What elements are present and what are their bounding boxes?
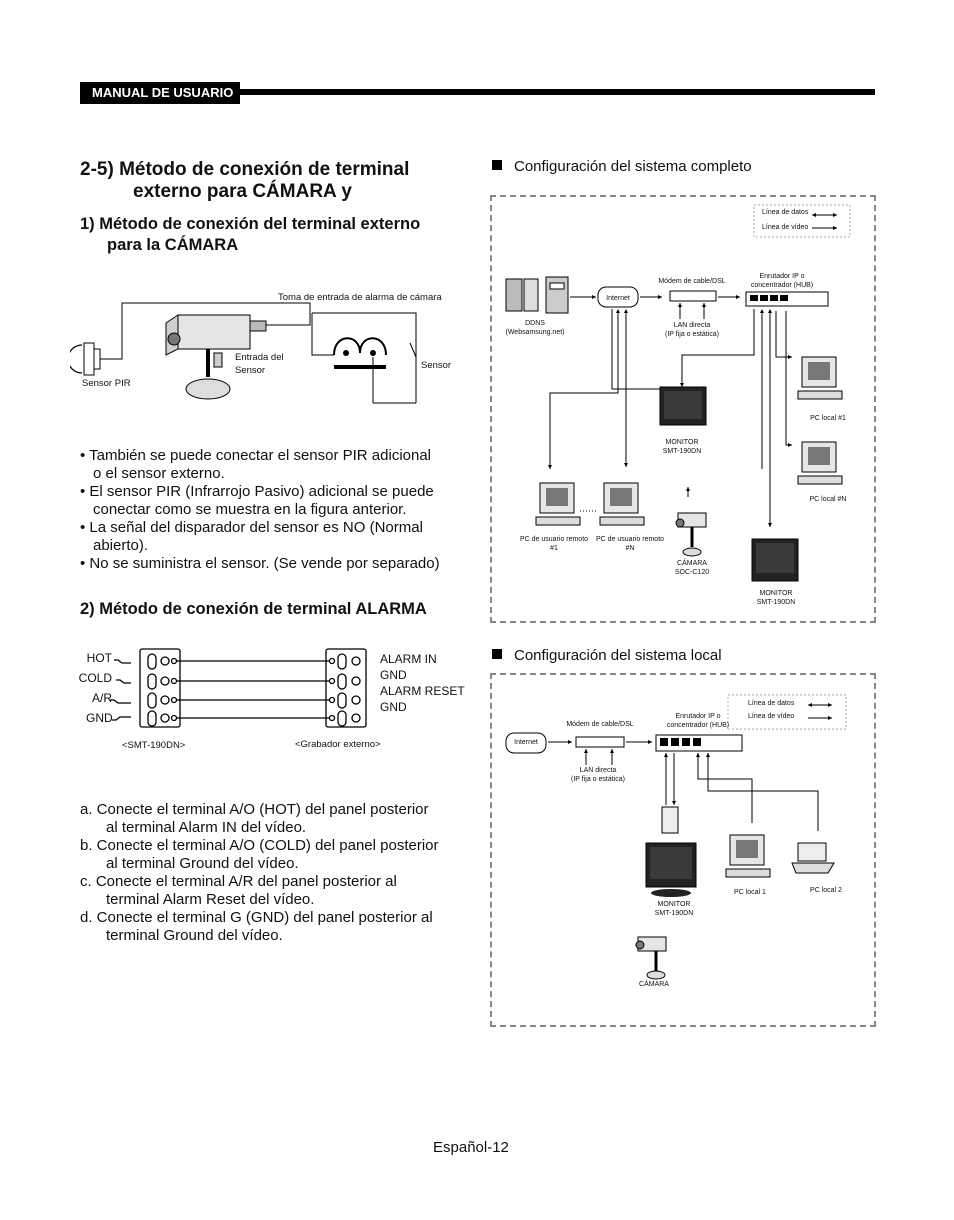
sensor-input-label: Entrada del Sensor (235, 352, 284, 376)
section-title: 2-5) Método de conexión de terminal externo para CÁMARA y (80, 159, 410, 202)
alarm-input-label: Toma de entrada de alarma de cámara (278, 292, 442, 303)
header-rule (240, 89, 875, 95)
full-system-heading: Configuración del sistema completo (492, 158, 752, 175)
camera-label: CÁMARA SOC-C120 (674, 560, 710, 576)
recorder-caption: <Grabador externo> (295, 739, 381, 750)
subsection-title-2: 2) Método de conexión de terminal ALARMA (80, 600, 427, 618)
bullet-item: • También se puede conectar el sensor PIR adicional o el sensor externo. (80, 447, 432, 482)
camera-label: CÁMARA (639, 981, 669, 988)
step-item: c. Conecte el terminal A/R del panel posterior al terminal Alarm Reset del vídeo. (80, 873, 397, 908)
step-item: d. Conecte el terminal G (GND) del panel posterior al terminal Ground del vídeo. (80, 909, 433, 944)
pc-remote-label: PC de usuario remoto #1 (519, 536, 589, 552)
bullet-item: • No se suministra el sensor. (Se vende por separado) (80, 555, 440, 572)
modem-label: Módem de cable/DSL (566, 721, 634, 728)
terminal-labels-right: ALARM IN GND ALARM RESET GND (380, 652, 465, 714)
pc-remote-label: PC de usuario remoto #N (595, 536, 665, 552)
full-system-drawing (492, 197, 874, 621)
monitor-label: MONITOR SMT-190DN (756, 590, 796, 606)
bullet-item: • El sensor PIR (Infrarrojo Pasivo) adicional se puede conectar como se muestra en la figura anterior. (80, 483, 434, 518)
camera-sensor-figure (70, 285, 470, 415)
smt-caption: <SMT-190DN> (122, 740, 186, 751)
legend-data-label: Línea de datos (762, 209, 809, 216)
lan-label: LAN directa (IP fija o estática) (571, 767, 625, 783)
square-bullet-icon (492, 160, 502, 170)
pc-local-label: PC local 2 (810, 887, 842, 894)
legend-data-label: Línea de datos (748, 700, 795, 707)
step-list (80, 801, 480, 945)
pc-local-label: PC local #1 (810, 415, 846, 422)
local-system-heading: Configuración del sistema local (492, 647, 722, 664)
legend-video-label: Línea de vídeo (762, 224, 809, 231)
router-label: Enrutador IP o concentrador (HUB) (750, 273, 814, 289)
pir-sensor-label: Sensor PIR (82, 378, 131, 389)
manual-header-badge: MANUAL DE USUARIO (80, 82, 240, 104)
monitor-label: MONITOR SMT-190DN (654, 901, 694, 917)
internet-label: Internet (606, 295, 630, 302)
lan-label: LAN directa (IP fija o estática) (665, 322, 719, 338)
local-system-diagram (490, 673, 876, 1027)
monitor-label: MONITOR SMT-190DN (662, 439, 702, 455)
ddns-label: DDNS (Websamsung.net) (505, 320, 565, 336)
subsection-title-1: 1) Método de conexión del terminal externo para la CÁMARA (80, 215, 421, 254)
full-system-diagram (490, 195, 876, 623)
sensor-label: Sensor (421, 360, 452, 371)
step-item: a. Conecte el terminal A/O (HOT) del panel posterior al terminal Alarm IN del vídeo. (80, 801, 429, 836)
bullet-list (80, 447, 480, 573)
modem-label: Módem de cable/DSL (658, 278, 726, 285)
pc-local-label: PC local 1 (734, 889, 766, 896)
legend-video-label: Línea de vídeo (748, 713, 795, 720)
bullet-item: • La señal del disparador del sensor es NO (Normal abierto). (80, 519, 423, 554)
internet-label: Internet (514, 739, 538, 746)
page-number: Español-12 (433, 1139, 509, 1156)
terminal-labels-left: HOT COLD A/R GND (78, 651, 113, 725)
step-item: b. Conecte el terminal A/O (COLD) del panel posterior al terminal Ground del vídeo. (80, 837, 439, 872)
router-label: Enrutador IP o concentrador (HUB) (666, 713, 730, 729)
square-bullet-icon (492, 649, 502, 659)
sensor-circuit (312, 313, 416, 403)
pir-sensor-icon (70, 343, 108, 375)
pc-local-label: PC local #N (809, 496, 847, 503)
